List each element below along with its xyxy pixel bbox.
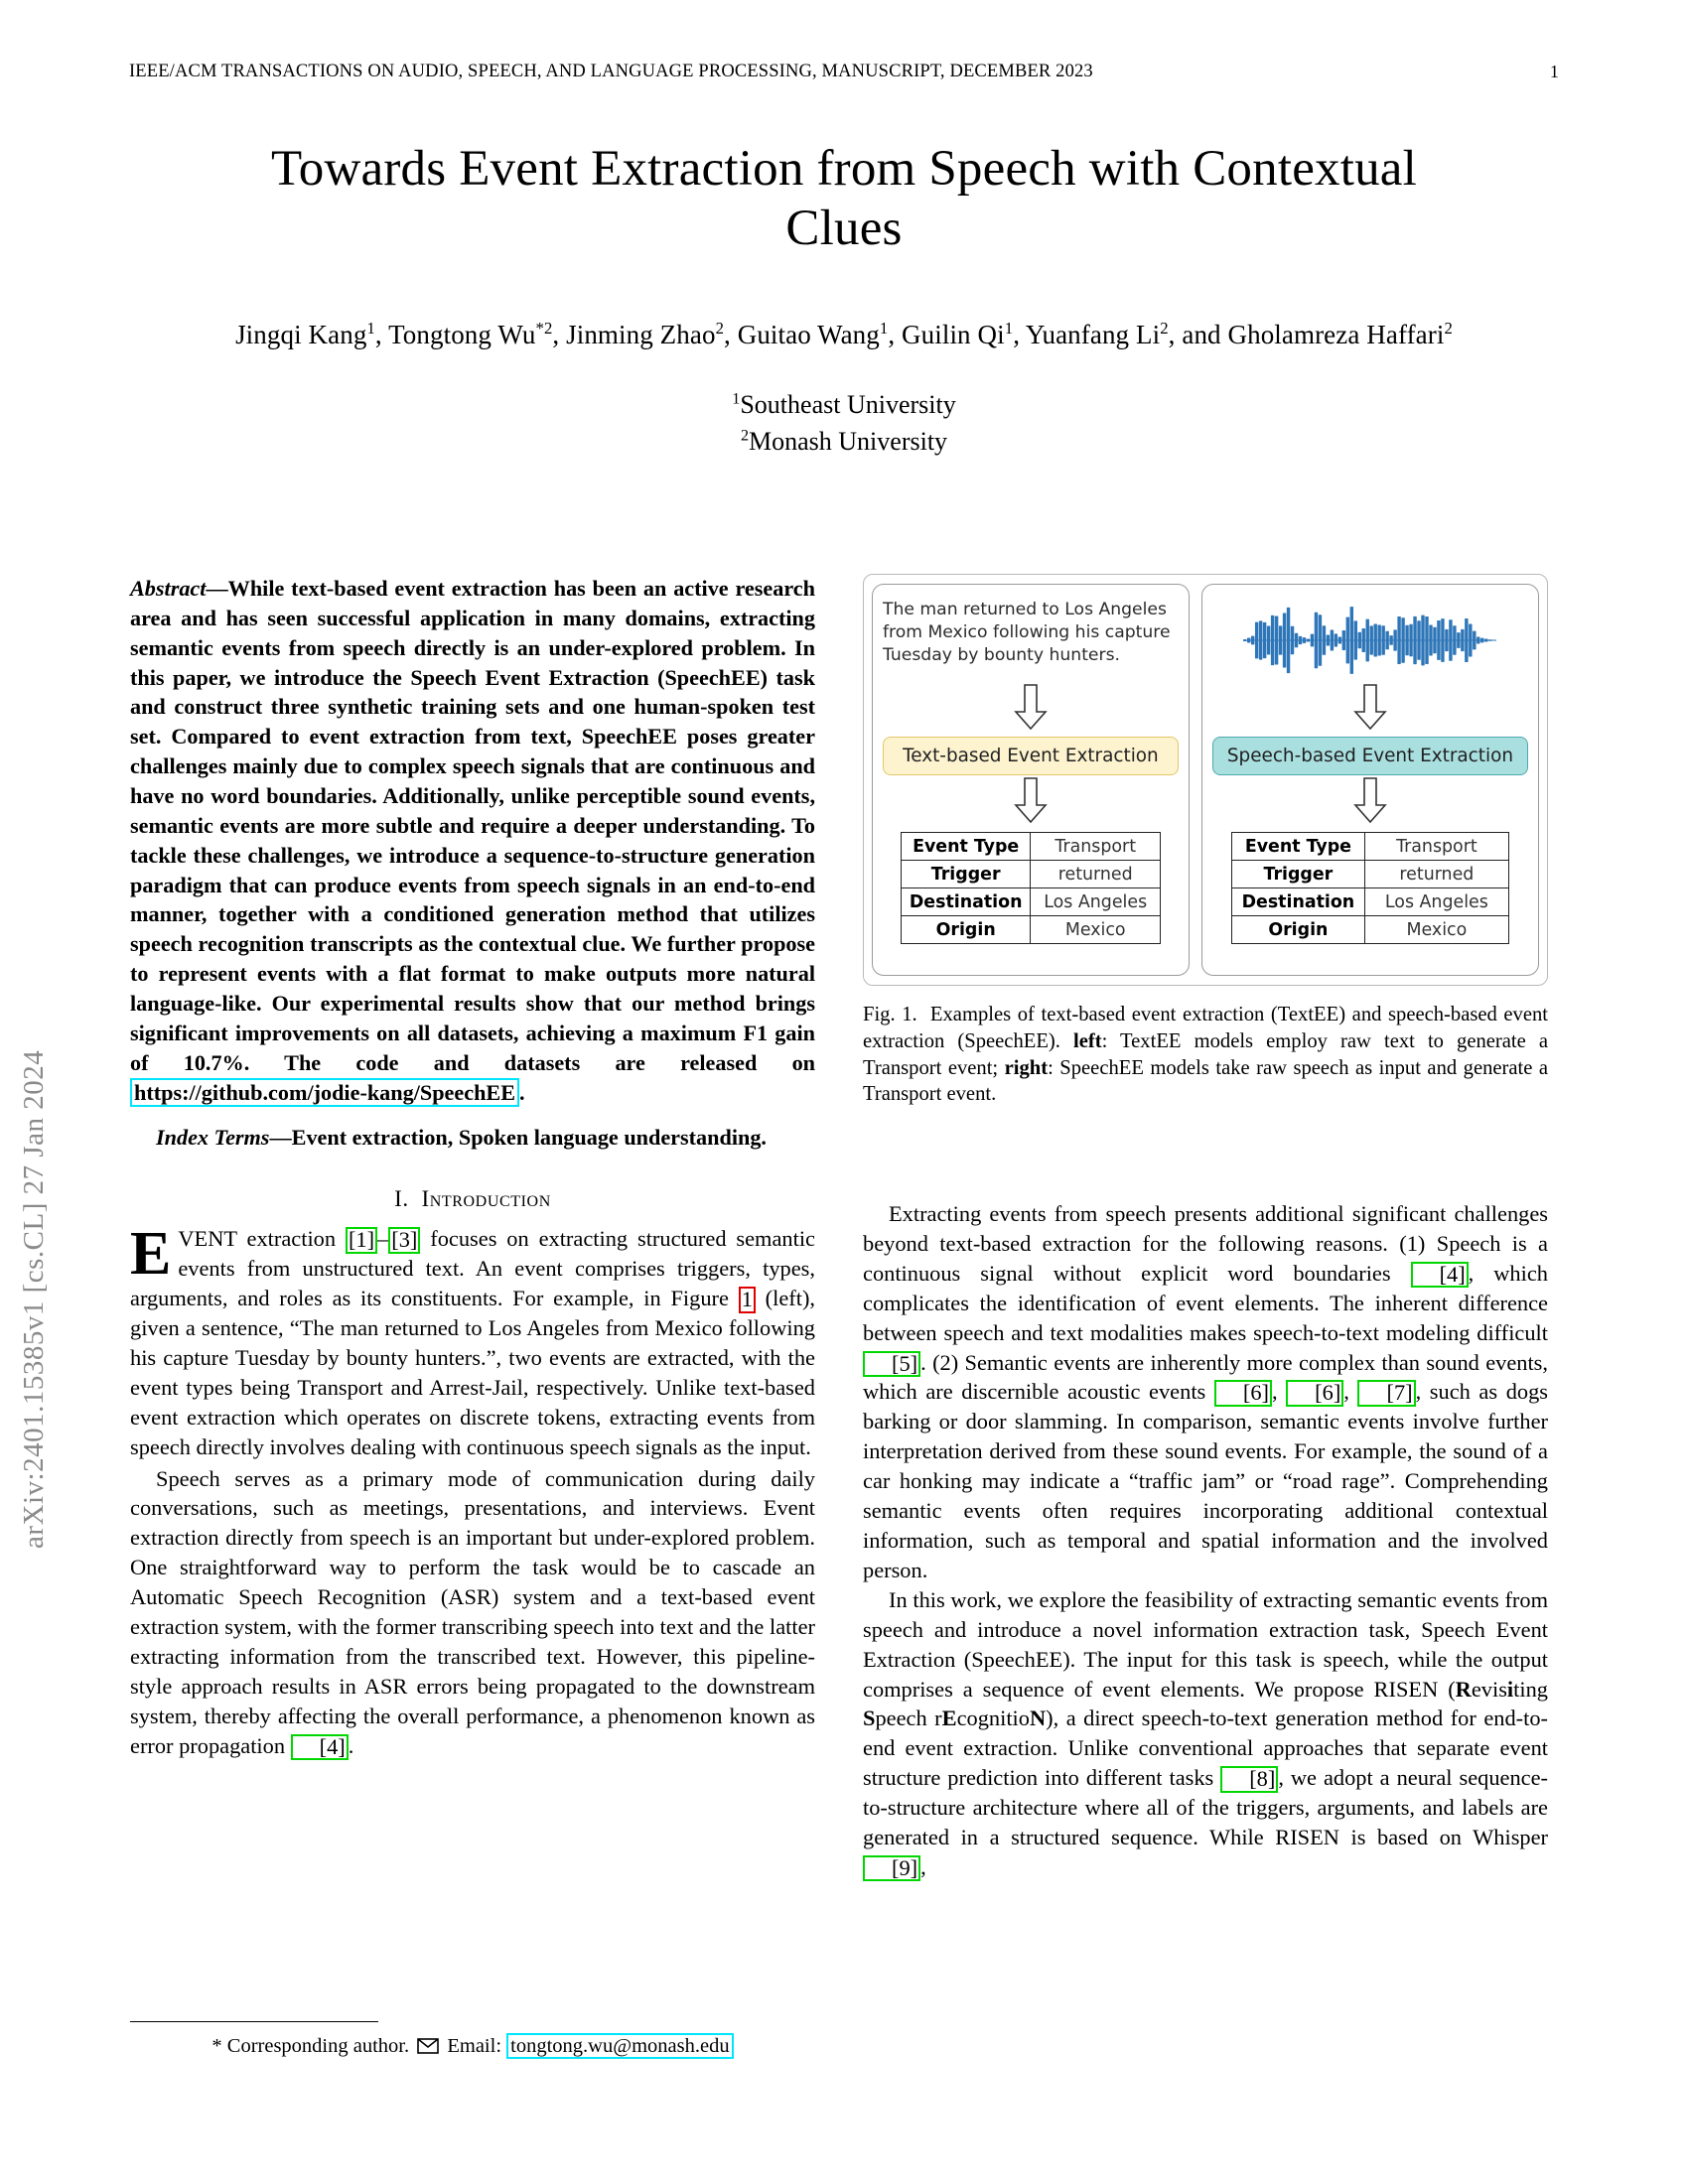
intro-paragraph-2 xyxy=(130,1464,815,1761)
index-terms-body: Event extraction, Spoken language understanding. xyxy=(291,1125,767,1151)
right-column xyxy=(863,1199,1548,1882)
figure-frame xyxy=(863,574,1548,986)
right-p1-a: Extracting events from speech presents additional significant challenges beyond text-based extraction for the following reasons. (1) Speech is a continuous signal without explicit word boundaries xyxy=(863,1201,1548,1286)
intro-paragraph-1 xyxy=(130,1220,815,1461)
table-row xyxy=(1231,833,1508,861)
citation-link-1[interactable]: [1] xyxy=(346,1227,377,1253)
section-heading-introduction xyxy=(130,1186,815,1212)
event-field-value: Mexico xyxy=(1031,916,1161,944)
abstract-body-2: . xyxy=(519,1079,525,1105)
figure-panel-textee xyxy=(872,584,1190,976)
citation-link-3[interactable]: [3] xyxy=(388,1227,420,1253)
corresponding-author-email-link[interactable]: tongtong.wu@monash.edu xyxy=(506,2033,733,2059)
figure-caption-left-bold: left xyxy=(1073,1029,1102,1052)
event-field-value: Los Angeles xyxy=(1031,888,1161,916)
citation-link-6a[interactable]: [6] xyxy=(1214,1380,1272,1406)
footnote-a: * Corresponding author. xyxy=(211,2035,415,2057)
abstract-label: Abstract xyxy=(130,576,207,601)
stage-textee: Text-based Event Extraction xyxy=(883,737,1179,775)
abstract-dash: — xyxy=(206,576,228,601)
figure-caption-c: : SpeechEE models take raw speech as input and generate a Transport event. xyxy=(863,1056,1548,1106)
stage-speechee: Speech-based Event Extraction xyxy=(1212,737,1528,775)
intro-p1-b: focuses on extracting structured semantic events from unstructured text. An event comprises triggers, types, arguments, and roles as its constituents. For example, in Figure xyxy=(130,1226,815,1311)
citation-link-9[interactable]: [9] xyxy=(863,1855,920,1881)
arxiv-stamp-text: arXiv:2401.15385v1 [cs.CL] 27 Jan 2024 xyxy=(18,1049,50,1549)
example-sentence: The man returned to Los Angeles from Mexico following his capture Tuesday by bounty hunters. xyxy=(883,600,1171,665)
event-field-value: returned xyxy=(1364,861,1508,888)
figure-panel-speechee xyxy=(1201,584,1539,976)
abstract-body-1: While text-based event extraction has been an active research area and has seen successful application in many domains, extracting semantic events from speech directly is an under-explored problem. In this paper, we introduce the Speech Event Extraction (SpeechEE) task and construct three synthetic training sets and one human-spoken test set. Compared to event extraction from text, SpeechEE poses greater challenges mainly due to complex speech signals that are continuous and have no word boundaries. Additionally, unlike perceptible sound events, semantic events are more subtle and require a deeper understanding. To tackle these challenges, we introduce a sequence-to-structure generation paradigm that can produce events from speech signals in an end-to-end manner, together with a conditioned generation method that utilizes speech recognition transcripts as the contextual clue. We further propose to represent events with a flat format to make outputs more natural language-like. Our experimental results show that our method brings significant improvements on all datasets, achieving a maximum F1 gain of 10.7%. The code and datasets are released on xyxy=(130,576,815,1075)
index-terms-dash: — xyxy=(269,1125,292,1151)
right-p1-c: . (2) Semantic events are inherently more complex than sound events, which are discernible acoustic events xyxy=(863,1349,1548,1405)
table-row xyxy=(1231,916,1508,944)
citation-link-4[interactable]: [4] xyxy=(1411,1262,1469,1288)
arrow-down-icon xyxy=(1014,777,1048,828)
right-p2-d: , xyxy=(920,1853,926,1879)
right-paragraph-1 xyxy=(863,1199,1548,1585)
right-p2-a: In this work, we explore the feasibility of extracting semantic events from speech and introduce a novel information extraction task, Speech Event Extraction (SpeechEE). The input for this task is speech, while the output comprises a sequence of event elements. We propose RISEN ( xyxy=(863,1586,1548,1702)
event-field-key: Origin xyxy=(1231,916,1364,944)
event-field-value: Mexico xyxy=(1364,916,1508,944)
intro-p1-c: (left), given a sentence, “The man returned to Los Angeles from Mexico following his capture Tuesday by bounty hunters.”, two events are extracted, with the event types being Transport and Arrest-Jail, respectively. Unlike text-based event extraction which operates on discrete tokens, extracting events from speech directly involves dealing with continuous speech signals as the input. xyxy=(130,1286,815,1459)
right-paragraph-2 xyxy=(863,1585,1548,1882)
citation-link-5[interactable]: [5] xyxy=(863,1351,920,1377)
intro-p1-dash: – xyxy=(377,1226,389,1252)
event-field-value: returned xyxy=(1031,861,1161,888)
footnote xyxy=(130,2033,815,2062)
arrow-down-icon xyxy=(1353,777,1387,828)
index-terms xyxy=(130,1123,815,1153)
risen-n: N xyxy=(1029,1706,1047,1731)
right-p2-b: ), a direct speech-to-text generation method for end-to-end event extraction. Unlike conventional approaches that separate event structure prediction into different tasks xyxy=(863,1706,1548,1791)
right-p1-d: , such as dogs barking or door slamming. In comparison, semantic events involve further interpretation derived from these sound events. For example, the sound of a car honking may indicate a “traffic jam” or “road rage”. Comprehending semantic events often requires incorporating additional contextual information, such as temporal and spatial information and the involved person. xyxy=(863,1379,1548,1582)
event-field-key: Event Type xyxy=(901,833,1031,861)
intro-p2-b: . xyxy=(348,1732,354,1758)
figure-caption xyxy=(863,1002,1548,1108)
risen-peech-r: peech r xyxy=(875,1706,942,1731)
intro-p1-a: VENT extraction xyxy=(178,1226,346,1252)
table-row xyxy=(901,916,1160,944)
arrow-down-icon xyxy=(1014,684,1048,735)
risen-s: S xyxy=(863,1706,876,1731)
running-head-text: IEEE/ACM TRANSACTIONS ON AUDIO, SPEECH, AND LANGUAGE PROCESSING, MANUSCRIPT, DECEMBER 2023 xyxy=(129,62,1093,81)
citation-link-8[interactable]: [8] xyxy=(1220,1766,1278,1792)
abstract xyxy=(130,574,815,1107)
intro-p2-a: Speech serves as a primary mode of communication during daily conversations, such as meetings, presentations, and interviews. Event extraction directly from speech is an important but under-explored problem. One straightforward way to perform the task would be to cascade an Automatic Speech Recognition (ASR) system and a text-based event extraction system, with the former transcribing speech into text and the latter extracting information from the transcribed text. However, this pipeline-style approach results in ASR errors being propagated to the downstream system, thereby affecting the overall performance, a phenomenon known as error propagation xyxy=(130,1465,815,1758)
event-field-key: Destination xyxy=(1231,888,1364,916)
table-row xyxy=(901,888,1160,916)
section-title: Introduction xyxy=(421,1186,551,1212)
page-number: 1 xyxy=(1549,62,1559,81)
index-terms-label: Index Terms xyxy=(156,1125,270,1151)
risen-e: E xyxy=(941,1706,957,1731)
figure-1 xyxy=(863,574,1548,1108)
table-row xyxy=(1231,861,1508,888)
event-field-value: Transport xyxy=(1031,833,1161,861)
table-row xyxy=(1231,888,1508,916)
running-head xyxy=(129,62,1559,82)
footnote-b: Email: xyxy=(442,2035,507,2057)
event-field-key: Destination xyxy=(901,888,1031,916)
citation-link-4[interactable]: [4] xyxy=(291,1734,349,1760)
right-p1-b: , which complicates the identification of event elements. The inherent difference between speech and text modalities makes speech-to-text modeling difficult xyxy=(863,1260,1548,1345)
event-field-key: Trigger xyxy=(901,861,1031,888)
figure-caption-a: Examples of text-based event extraction (TextEE) and speech-based event extraction (SpeechEE). xyxy=(863,1004,1549,1052)
event-field-key: Trigger xyxy=(1231,861,1364,888)
figure-caption-right-bold: right xyxy=(1004,1056,1049,1079)
table-row xyxy=(901,861,1160,888)
citation-link-6b[interactable]: [6] xyxy=(1286,1380,1343,1406)
table-row xyxy=(901,833,1160,861)
figure-caption-b: : TextEE models employ raw text to generate a Transport event; xyxy=(863,1029,1549,1079)
event-field-value: Los Angeles xyxy=(1364,888,1508,916)
right-p1-sep1: , xyxy=(1271,1379,1287,1405)
speech-waveform-icon xyxy=(1212,599,1528,682)
footnote-rule xyxy=(130,2021,378,2022)
event-field-value: Transport xyxy=(1364,833,1508,861)
abstract-repo-link[interactable]: https://github.com/jodie-kang/SpeechEE xyxy=(130,1078,519,1107)
page-title: Towards Event Extraction from Speech with Contextual Clues xyxy=(270,141,1418,257)
arrow-down-icon xyxy=(1353,684,1387,735)
risen-cognitio: cognitio xyxy=(956,1706,1030,1731)
risen-ting: ting xyxy=(1513,1676,1548,1702)
citation-link-7[interactable]: [7] xyxy=(1357,1380,1415,1406)
event-table-speechee xyxy=(1231,832,1509,944)
affiliation-list: $^1$Southeast University $^2$Monash University xyxy=(732,390,956,456)
left-column xyxy=(130,574,815,1761)
envelope-icon xyxy=(417,2035,439,2062)
risen-r: R xyxy=(1455,1676,1472,1702)
event-field-key: Event Type xyxy=(1231,833,1364,861)
figure-caption-label: Fig. 1. xyxy=(863,1004,917,1025)
figure-reference-link[interactable]: 1 xyxy=(739,1287,756,1312)
drop-cap: E xyxy=(130,1220,172,1289)
risen-i: i xyxy=(1506,1676,1514,1702)
right-p1-sep2: , xyxy=(1343,1379,1358,1405)
right-p2-c: , we adopt a neural sequence-to-structure architecture where all of the triggers, arguments, and labels are generated in a structured sequence. While RISEN is based on Whisper xyxy=(863,1765,1548,1850)
event-table-textee xyxy=(901,832,1161,944)
author-list: Jingqi Kang$^1$, Tongtong Wu$^{*2}$, Jinming Zhao$^2$, Guitao Wang$^1$, Guilin Qi$^1$, Yuanfang Li$^2$, and Gholamreza Haffari$^2$ xyxy=(235,319,1453,349)
risen-evis: evis xyxy=(1471,1676,1507,1702)
section-number: I. xyxy=(394,1186,409,1212)
event-field-key: Origin xyxy=(901,916,1031,944)
